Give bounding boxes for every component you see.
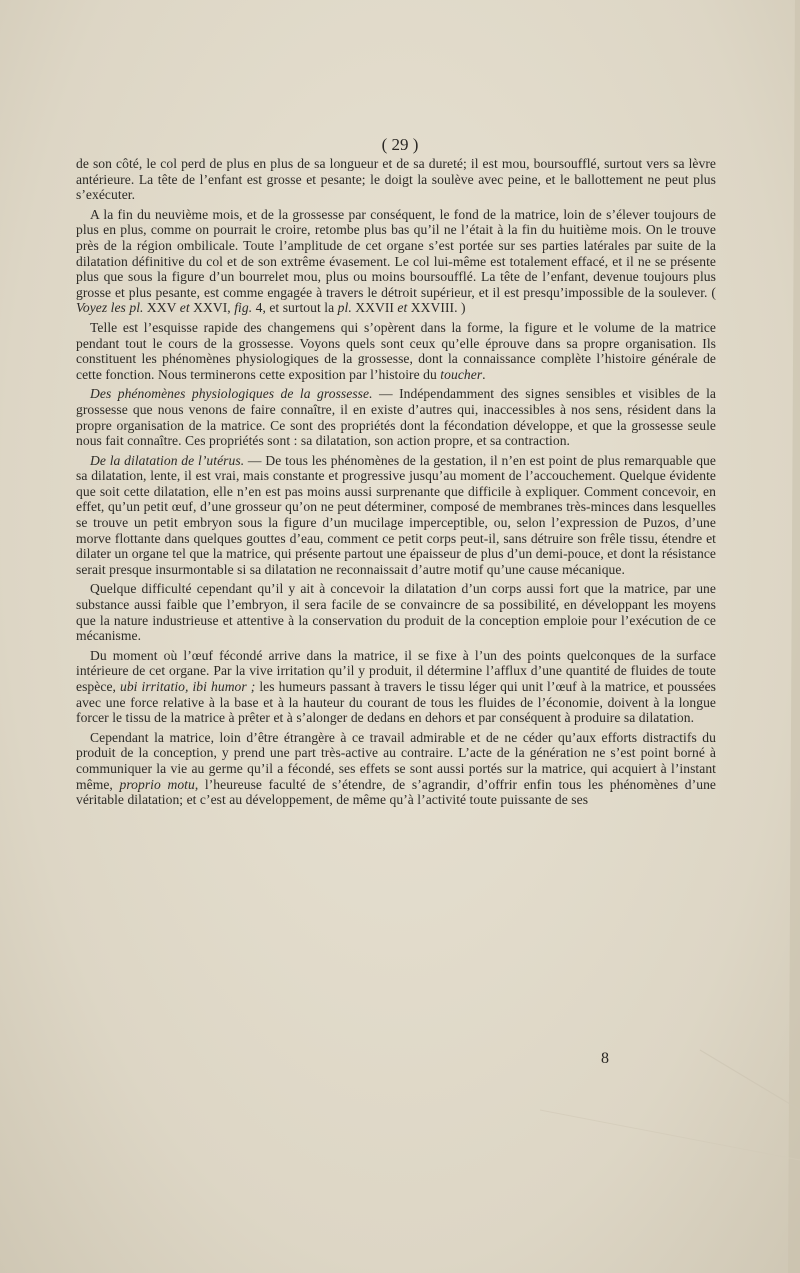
text-run: XXVIII. ) bbox=[407, 300, 466, 316]
body-text bbox=[76, 156, 716, 812]
text-run: — De tous les phénomènes de la gestation, il n’en est point de plus remarquable que sa dilatation, lente, il est vrai, mais constante et progressive jusqu’au moment de l’accouchement. Quelque évidente que soit cette dilatation, elle n’en est pas moins aussi surprenante que difficile à expliquer. Comment concevoir, en effet, qu’un petit œuf, d’une grosseur qu’on ne peut déterminer, composé de membranes très-minces dans lesquelles se trouve un petit embryon sous la figure d’un mucilage imperceptible, ou, selon l’expression de Puzos, d’une morve flottante dans quelques gouttes d’eau, comment ce petit corps peut-il, sans détruire son frêle tissu, étendre et dilater un organe tel que la matrice, qui présente partout une épaisseur de plus d’un demi-pouce, et dont la résistance serait presque insurmontable si sa dilatation ne reconnaissait d’autre motif qu’une cause mécanique. bbox=[76, 452, 716, 577]
paragraph-p4 bbox=[76, 386, 716, 448]
text-run: — Indépendamment des signes sensibles et visibles de la grossesse que nous venons de faire connaître, il en existe d’autres qui, inaccessibles à nos sens, résident dans la propre organisation de la matrice. Ce sont des propriétés dont la fécondation développe, et que la grossesse seule nous fait connaître. Ces propriétés sont : sa dilatation, son action propre, et sa contraction. bbox=[76, 386, 716, 449]
text-run: Cependant la matrice, loin d’être étrangère à ce travail admirable et de ne céder qu’aux efforts distractifs du produit de la conception, y prend une part très-active au contraire. L’acte de la génération ne s’est point borné à communiquer la vie au germe qu’il a fécondé, ses effets se sont aussi portés sur la matrice, qui acquiert à l’instant même, bbox=[76, 729, 716, 792]
text-run: . bbox=[482, 366, 486, 382]
italic-text: et bbox=[397, 300, 408, 316]
paragraph-p8 bbox=[76, 730, 716, 808]
paragraph-p6 bbox=[76, 581, 716, 643]
paragraph-p3 bbox=[76, 320, 716, 382]
signature-mark: 8 bbox=[601, 1050, 609, 1067]
paragraph-p1 bbox=[76, 156, 716, 203]
text-run: XXVI, bbox=[189, 300, 235, 316]
page-number: ( 29 ) bbox=[381, 135, 419, 154]
italic-text: ubi irritatio, ibi humor ; bbox=[119, 679, 256, 694]
paragraph-p7 bbox=[76, 648, 716, 726]
italic-text: Des phénomènes physiologiques de la grossesse. bbox=[90, 386, 373, 402]
italic-text: Voyez les pl. bbox=[76, 300, 144, 316]
text-run: de son côté, le col perd de plus en plus de sa longueur et de sa dureté; il est mou, boursoufflé, surtout vers sa lèvre antérieure. La tête de l’enfant est grosse et pesante; le doigt la soulève avec peine, et le ballottement ne peut plus s’exécuter. bbox=[76, 156, 716, 203]
text-run: , l’heureuse faculté de s’étendre, de s’agrandir, d’offrir enfin tous les phénomènes d’une véritable dilatation; et c’est au développement, de même qu’à l’activité toute puissante de ses bbox=[76, 776, 717, 808]
italic-text: De la dilatation de l’utérus. bbox=[90, 452, 245, 468]
text-run: les humeurs passant à travers le tissu léger qui unit l’œuf à la matrice, et poussées avec une force relative à la base et à la hauteur du courant de tous les fluides de l’économie, doivent à la longue forcer le tissu de la matrice à prêter et à s’alonger de dedans en dehors et par conséquent à produire sa dilatation. bbox=[76, 679, 716, 726]
text-run: 4, et surtout la bbox=[252, 300, 338, 316]
text-run: Quelque difficulté cependant qu’il y ait à concevoir la dilatation d’un corps aussi fort que la matrice, par une substance aussi faible que l’embryon, il sera facile de se convaincre de sa possibilité, en développant les moyens que la nature industrieuse et attentive à la conservation du produit de la conception emploie pour l’exécution de ce mécanisme. bbox=[76, 581, 716, 644]
text-run: XXV bbox=[143, 300, 180, 316]
paragraph-p2 bbox=[76, 207, 716, 316]
italic-text: et bbox=[179, 300, 190, 316]
paragraph-p5 bbox=[76, 453, 716, 578]
italic-text: proprio motu bbox=[119, 776, 195, 792]
italic-text: pl. bbox=[337, 300, 352, 316]
text-run: A la fin du neuvième mois, et de la grossesse par conséquent, le fond de la matrice, loin de s’élever toujours de plus en plus, comme on pourrait le croire, retombe plus bas qu’il ne l’était à la fin du huitième mois. On le trouve près de la région ombilicale. Toute l’amplitude de cet organe s’est portée sur ses parties latérales par suite de la dilatation définitive du col et de son extrême évasement. Le col lui-même est totalement effacé, et il ne se présente plus que sous la figure d’un bourrelet mou, plus ou moins boursoufflé. La tête de l’enfant, devenue toujours plus grosse et plus pesante, est comme engagée à travers le détroit supérieur, et il est presqu’impossible de la soulever. ( bbox=[76, 206, 716, 300]
italic-text: toucher bbox=[440, 366, 483, 382]
text-run: XXVII bbox=[351, 300, 398, 316]
text-run: Telle est l’esquisse rapide des changemens qui s’opèrent dans la forme, la figure et le volume de la matrice pendant tout le cours de la grossesse. Voyons quels sont ceux qu’elle éprouve dans sa propre organisation. Ils constituent les phénomènes physiologiques de la grossesse, dont la connaissance complète l’histoire générale de cette fonction. Nous terminerons cette exposition par l’histoire du bbox=[76, 319, 716, 382]
text-run: Du moment où l’œuf fécondé arrive dans la matrice, il se fixe à l’un des points quelconques de la surface intérieure de cet organe. Par la vive irritation qu’il y produit, il détermine l’afflux d’une quantité de fluides de toute espèce, bbox=[76, 647, 716, 694]
italic-text: fig. bbox=[234, 300, 253, 316]
